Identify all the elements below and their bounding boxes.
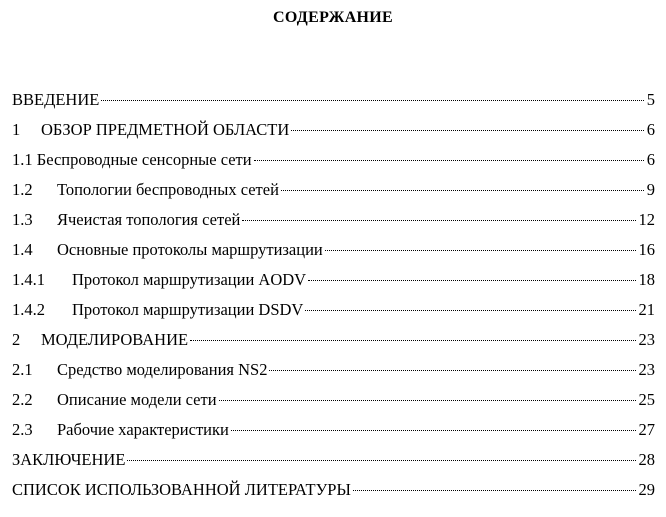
dot-leader	[190, 339, 635, 341]
toc-entry-number: 2.1	[12, 360, 33, 379]
toc-entry-number: 1	[12, 120, 21, 139]
dot-leader	[101, 99, 643, 101]
toc-entry-title: Протокол маршрутизации DSDV	[72, 300, 304, 319]
toc-entry	[12, 240, 655, 270]
toc-entry	[12, 150, 655, 180]
toc-entry	[12, 390, 655, 420]
page-title: СОДЕРЖАНИЕ	[272, 9, 394, 26]
toc-entry	[12, 180, 655, 210]
toc-entry	[12, 330, 655, 360]
toc-entry	[12, 480, 655, 510]
toc-entry-title: Топологии беспроводных сетей	[57, 180, 279, 199]
toc-entry-number: 1.4.2	[12, 300, 45, 319]
dot-leader	[325, 249, 636, 251]
toc-entry-page: 23	[638, 330, 655, 349]
dot-leader	[291, 129, 643, 131]
toc-entry-number: 1.2	[12, 180, 33, 199]
dot-leader	[242, 219, 635, 221]
toc-entry-title: МОДЕЛИРОВАНИЕ	[41, 330, 189, 349]
toc-entry-page: 27	[638, 420, 655, 439]
dot-leader	[254, 159, 644, 161]
toc-entry-page: 18	[638, 270, 655, 289]
toc-entry-title: Основные протоколы маршрутизации	[57, 240, 323, 259]
toc-entry-number: 2.2	[12, 390, 33, 409]
toc-entry-title: ОБЗОР ПРЕДМЕТНОЙ ОБЛАСТИ	[41, 120, 290, 139]
toc-entry-title: 1.1 Беспроводные сенсорные сети	[12, 150, 252, 169]
dot-leader	[127, 459, 635, 461]
toc-entry	[12, 300, 655, 330]
table-of-contents	[12, 90, 655, 510]
toc-entry-page: 23	[638, 360, 655, 379]
toc-entry	[12, 270, 655, 300]
toc-entry-title: Ячеистая топология сетей	[57, 210, 241, 229]
toc-entry	[12, 210, 655, 240]
toc-entry	[12, 420, 655, 450]
toc-entry-number: 2.3	[12, 420, 33, 439]
toc-entry	[12, 360, 655, 390]
dot-leader	[231, 429, 636, 431]
toc-entry-number: 2	[12, 330, 21, 349]
dot-leader	[269, 369, 635, 371]
dot-leader	[353, 489, 636, 491]
toc-entry-number: 1.3	[12, 210, 33, 229]
toc-entry-page: 25	[638, 390, 655, 409]
toc-entry-page: 29	[638, 480, 655, 499]
toc-entry-number: 1.4.1	[12, 270, 45, 289]
toc-entry	[12, 120, 655, 150]
toc-entry-page: 5	[646, 90, 655, 109]
toc-entry-number: 1.4	[12, 240, 33, 259]
toc-entry-page: 28	[638, 450, 655, 469]
toc-entry-title: Рабочие характеристики	[57, 420, 229, 439]
toc-entry-page: 6	[646, 150, 655, 169]
toc-entry	[12, 450, 655, 480]
toc-entry-title: Средство моделирования NS2	[57, 360, 268, 379]
toc-entry-page: 16	[638, 240, 655, 259]
toc-entry-title: ВВЕДЕНИЕ	[12, 90, 100, 109]
dot-leader	[308, 279, 635, 281]
toc-entry-title: СПИСОК ИСПОЛЬЗОВАННОЙ ЛИТЕРАТУРЫ	[12, 480, 351, 499]
toc-entry-page: 9	[646, 180, 655, 199]
toc-entry-page: 21	[638, 300, 655, 319]
dot-leader	[305, 309, 635, 311]
toc-entry-title: Протокол маршрутизации AODV	[72, 270, 307, 289]
toc-entry	[12, 90, 655, 120]
dot-leader	[281, 189, 644, 191]
dot-leader	[219, 399, 636, 401]
toc-entry-title: ЗАКЛЮЧЕНИЕ	[12, 450, 126, 469]
toc-entry-page: 6	[646, 120, 655, 139]
toc-entry-page: 12	[638, 210, 655, 229]
toc-entry-title: Описание модели сети	[57, 390, 217, 409]
